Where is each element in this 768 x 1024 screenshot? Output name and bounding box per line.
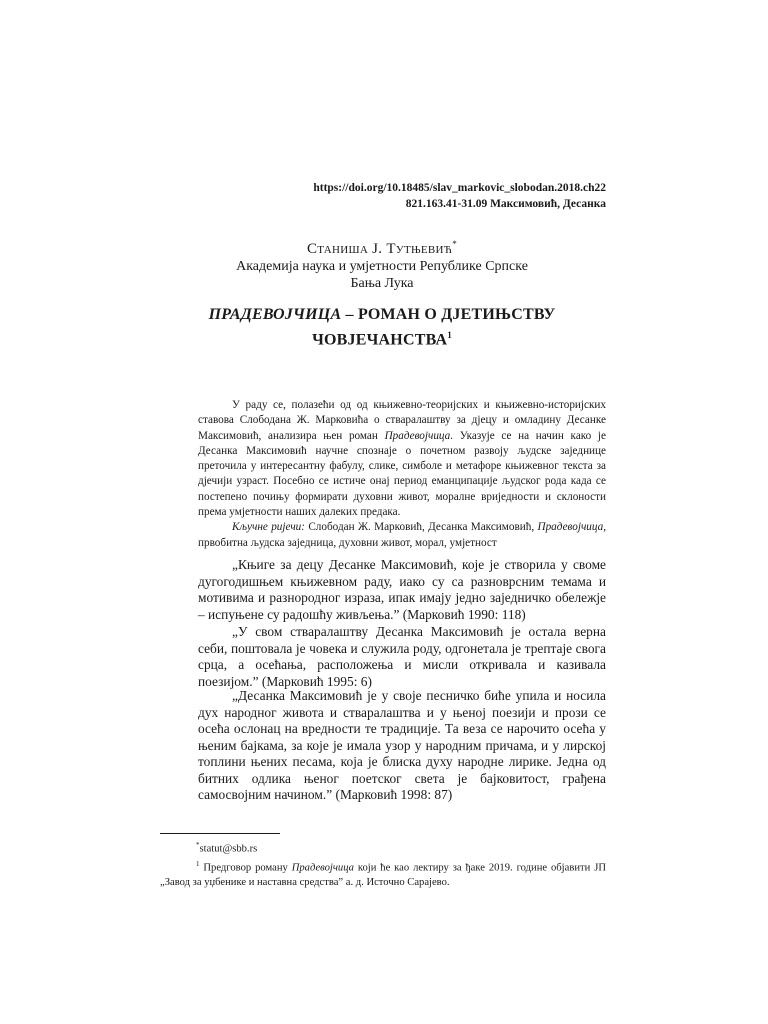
abstract-text: У раду се, полазећи од од књижевно-теоријских и књижевно-историјских ставова Слободана Ж. Марковића о стваралаштву за дјецу и омладину Десанке Максимовић, анализира њен роман Прадевојчица. Указује се на начин како је Десанка Максимовић научне спознаје о почетном развоју људске заједнице преточила у интересантну фабулу, слике, симболе и метафоре књижевног текста за дјечији узраст. Посебно се истиче онај период еманципације људског рода када се постепено почињу формирати духовни живот, моралне вриједности и склоности према умјетности наших далеких предака.	[198, 399, 606, 519]
title-footnote-mark: 1	[447, 330, 452, 340]
author-name-text: Станиша Ј. Тутњевић	[306, 241, 453, 257]
epigraph-quote-3: „Десанка Максимовић је у своје песничко биће упила и носила дух народног живота и стваралаштва и у њеној поезији и прози се осећа ослонац на вредности те традиције. Та веза се нарочито осећа у њеним бајкама, за које је имала узор у народним причама, и у лирској топлини њених песама, која је блиска духу народне лирике. Једна од битних одлика њеног поетског света је бајковитост, грађена самосвојним начином.” (Марковић 1998: 87)	[198, 688, 606, 802]
title-line1-rest: – РОМАН О ДЈЕТИЊСТВУ	[341, 306, 556, 323]
epigraph-quote-1: „Књиге за децу Десанке Максимовић, које је створила у своме дугогодишњем књижевном раду, иако су са разноврсним темама и мотивима и разнородног израза, ипак имају једно заједничко обележје – испуњене су радошћу живљења.” (Марковић 1990: 118)	[198, 557, 606, 622]
keywords-label: Кључне ријечи:	[232, 521, 305, 534]
author-name	[160, 236, 604, 258]
footnotes	[160, 838, 606, 891]
author-city: Бања Лука	[350, 276, 414, 291]
author-affiliation: Академија наука и умјетности Републике Српске	[236, 259, 528, 274]
author-footnote-mark: *	[452, 239, 458, 249]
footnote-divider	[160, 833, 280, 834]
keywords: Кључне ријечи: Слободан Ж. Марковић, Десанка Максимовић, Прадевојчица, првобитна људска заједница, духовни живот, морал, умјетност	[198, 521, 606, 549]
doi-line: https://doi.org/10.18485/slav_markovic_slobodan.2018.ch22	[313, 182, 606, 194]
title-italic: ПРАДЕВОЈЧИЦА	[208, 306, 342, 323]
footnote-email: *statut@sbb.rs	[196, 841, 258, 855]
article-title	[160, 304, 604, 350]
footnote-1: $^1$ Предговор роману Прадевојчица који ће као лектиру за ђаке 2019. године објавити ЈП „Завод за уџбенике и наставна средства” а. д. Источно Сарајево.	[160, 860, 606, 889]
abstract	[198, 398, 606, 551]
udc-line: 821.163.41-31.09 Максимовић, Десанка	[405, 198, 606, 210]
title-line2: ЧОВЈЕЧАНСТВА	[312, 331, 448, 349]
author-block	[160, 236, 604, 292]
epigraph-quote-2: „У свом стваралаштву Десанка Максимовић је остала верна себи, поштовала је човека и служила роду, одгонетала је трептаје свога срца, а осећања, расположења и мисли откривала и казивала поезијом.” (Марковић 1995: 6)	[198, 624, 606, 689]
